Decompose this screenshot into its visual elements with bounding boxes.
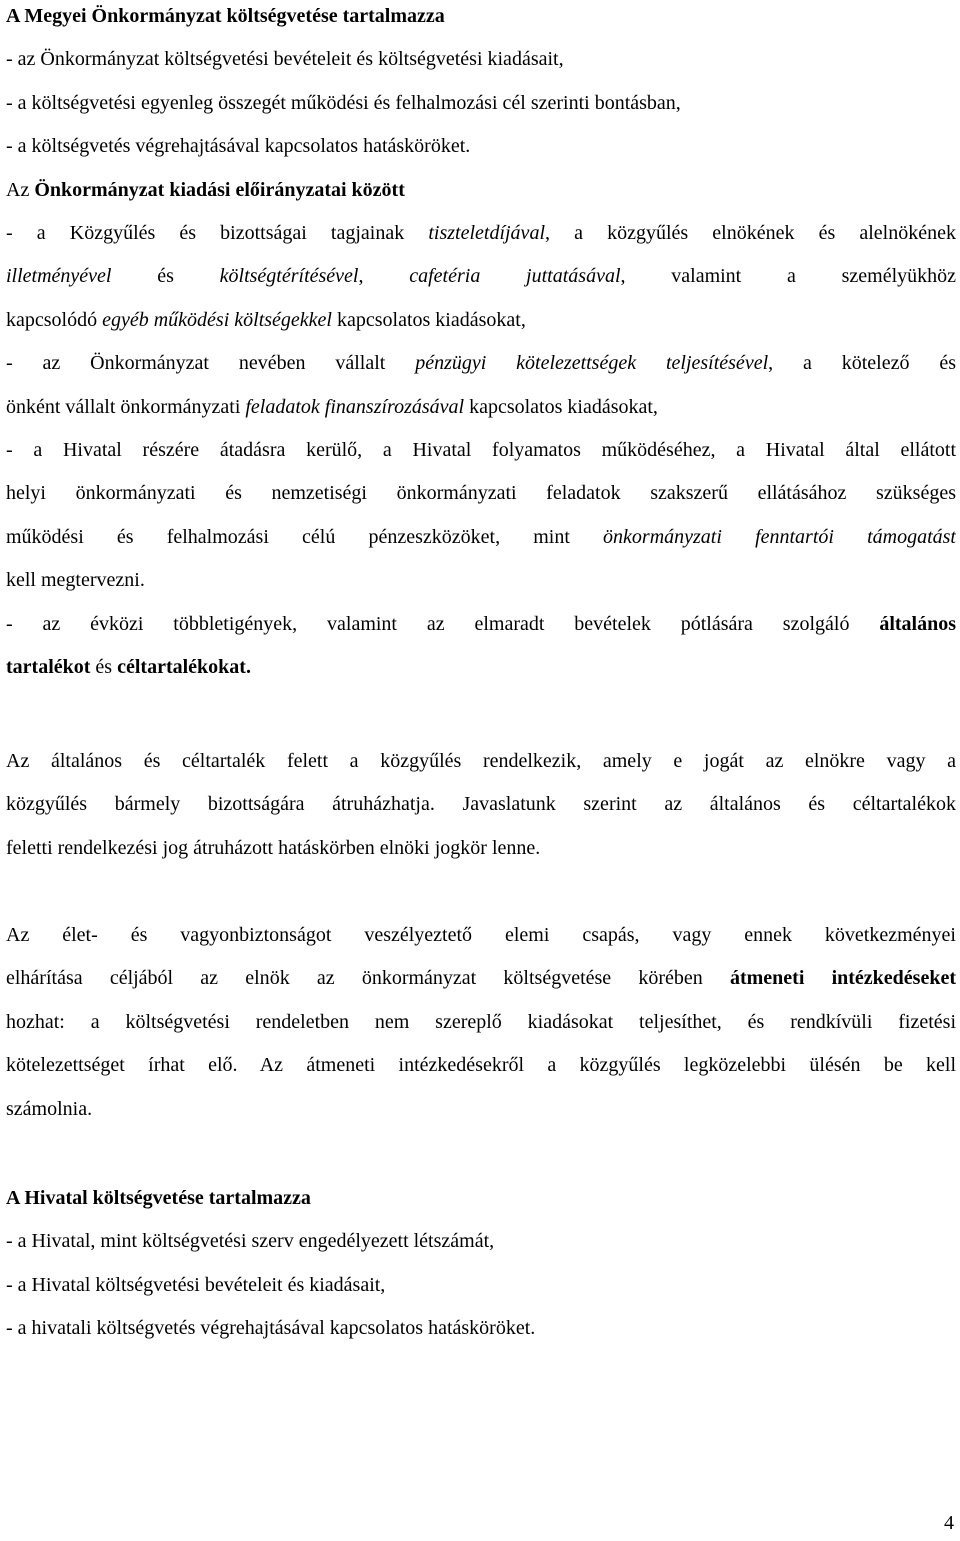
paragraph-line: illetményével és költségtérítésével, cafetéria juttatásával, valamint a személyükhöz xyxy=(6,265,956,288)
section-heading: A Hivatal költségvetése tartalmazza xyxy=(6,1187,311,1209)
list-item: - az Önkormányzat költségvetési bevételeit és költségvetési kiadásait, xyxy=(6,48,564,71)
paragraph-line: feletti rendelkezési jog átruházott hatáskörben elnöki jogkör lenne. xyxy=(6,836,541,859)
list-item: - a Hivatal, mint költségvetési szerv engedélyezett létszámát, xyxy=(6,1230,495,1253)
section-hivatal-budget xyxy=(6,1177,956,1351)
paragraph-line: kötelezettséget írhat elő. Az átmeneti intézkedésekről a közgyűlés legközelebbi ülésén be kell xyxy=(6,1054,956,1077)
section-megyei-budget xyxy=(6,0,956,169)
paragraph-line: hozhat: a költségvetési rendeletben nem szereplő kiadásokat teljesíthet, és rendkívüli fizetési xyxy=(6,1010,956,1033)
paragraph-line: Az általános és céltartalék felett a közgyűlés rendelkezik, amely e jogát az elnökre vagy a xyxy=(6,750,956,772)
paragraph-line: elhárítása céljából az elnök az önkormányzat költségvetése körében átmeneti intézkedéseket xyxy=(6,967,956,990)
list-item: - a Hivatal költségvetési bevételeit és kiadásait, xyxy=(6,1273,386,1296)
paragraph-reserves xyxy=(6,740,956,870)
section-heading: Az Önkormányzat kiadási előirányzatai között xyxy=(6,178,405,201)
paragraph-emergency xyxy=(6,914,956,1131)
paragraph-line: helyi önkormányzati és nemzetiségi önkormányzati feladatok szakszerű ellátásához szükséges xyxy=(6,482,956,505)
paragraph-line: - az évközi többletigények, valamint az elmaradt bevételek pótlására szolgáló általános xyxy=(6,612,956,635)
paragraph-line: kapcsolódó egyéb működési költségekkel kapcsolatos kiadásokat, xyxy=(6,308,526,331)
paragraph-line: - az Önkormányzat nevében vállalt pénzügyi kötelezettségek teljesítésével, a kötelező és xyxy=(6,352,956,375)
list-item: - a költségvetés végrehajtásával kapcsolatos hatásköröket. xyxy=(6,135,471,158)
page-number: 4 xyxy=(944,1512,954,1534)
section-expenditure xyxy=(6,169,956,690)
paragraph-line: Az élet- és vagyonbiztonságot veszélyeztető elemi csapás, vagy ennek következményei xyxy=(6,924,956,946)
paragraph-line: - a Közgyűlés és bizottságai tagjainak tiszteletdíjával, a közgyűlés elnökének és alelnökének xyxy=(6,221,956,244)
paragraph-line: tartalékot és céltartalékokat. xyxy=(6,655,251,678)
paragraph-line: kell megtervezni. xyxy=(6,569,145,592)
paragraph-line: önként vállalt önkormányzati feladatok finanszírozásával kapcsolatos kiadásokat, xyxy=(6,395,658,418)
list-item: - a költségvetési egyenleg összegét működési és felhalmozási cél szerinti bontásban, xyxy=(6,91,681,114)
list-item: - a hivatali költségvetés végrehajtásával kapcsolatos hatásköröket. xyxy=(6,1317,536,1340)
section-heading: A Megyei Önkormányzat költségvetése tartalmazza xyxy=(6,5,445,27)
paragraph-line: - a Hivatal részére átadásra kerülő, a Hivatal folyamatos működéséhez, a Hivatal által ellátott xyxy=(6,438,956,461)
paragraph-line: számolnia. xyxy=(6,1097,93,1120)
paragraph-line: működési és felhalmozási célú pénzeszközöket, mint önkormányzati fenntartói támogatást xyxy=(6,525,956,548)
paragraph-line: közgyűlés bármely bizottságára átruházhatja. Javaslatunk szerint az általános és céltartalékok xyxy=(6,793,956,816)
